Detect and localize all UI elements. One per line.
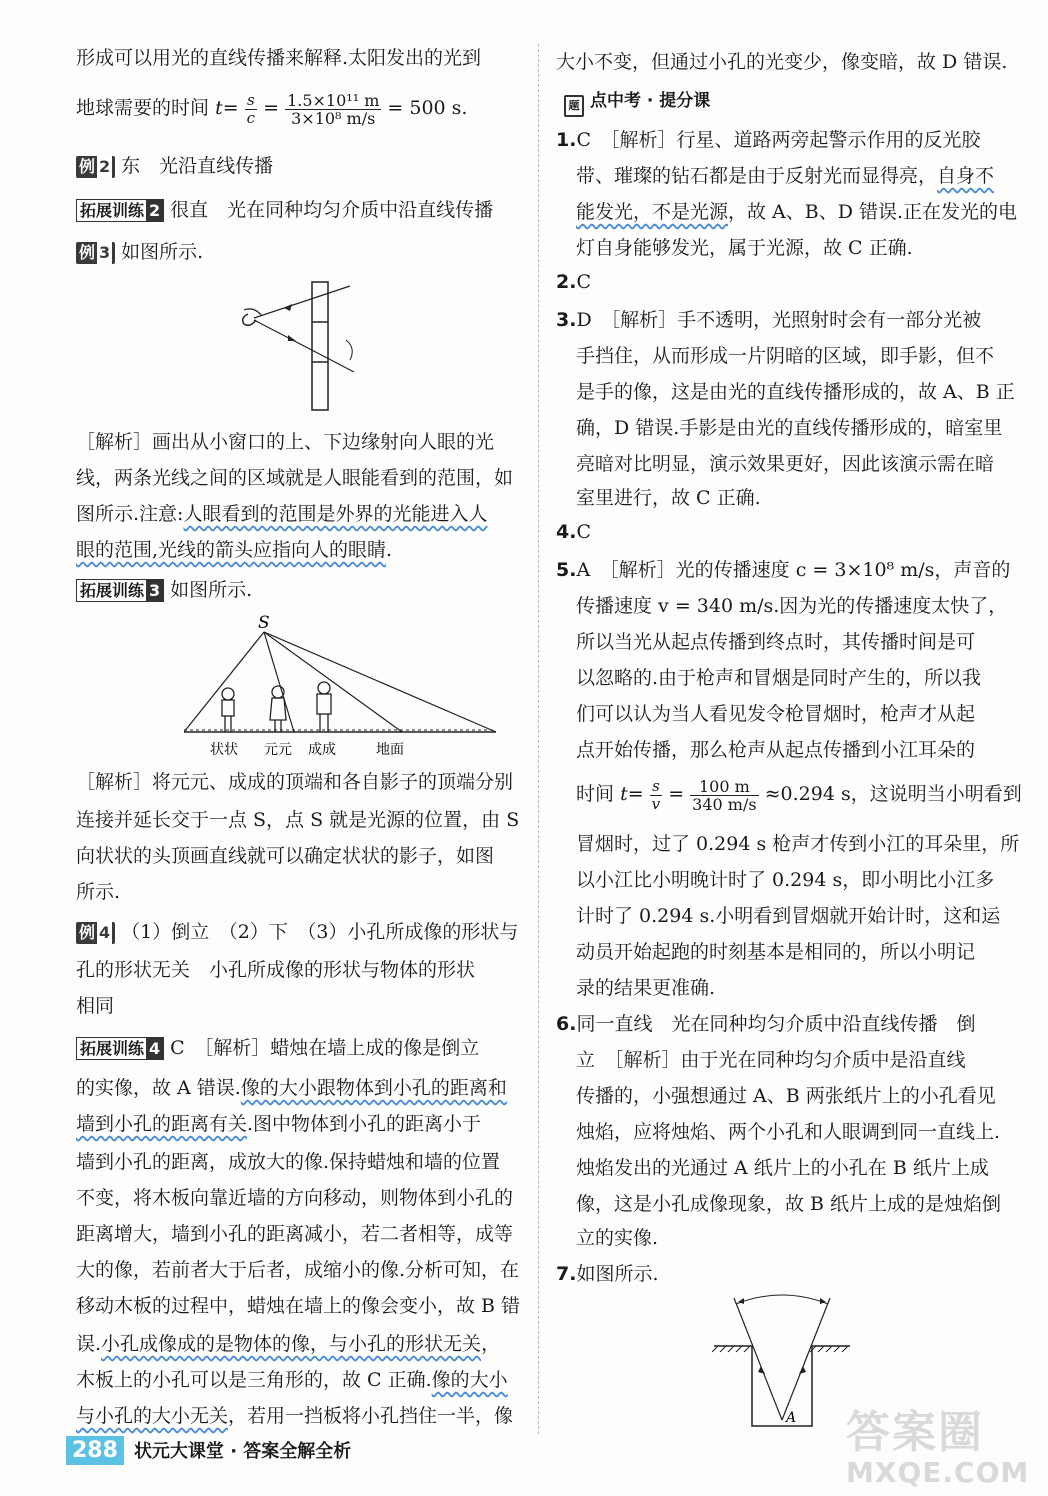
answer-3: 3.D ［解析］手不透明，光照射时会有一部分光被 xyxy=(556,309,982,331)
column-divider xyxy=(538,44,539,1434)
example-tag: 例 4 xyxy=(76,922,115,944)
text-line: 亮暗对比明显，演示效果更好，因此该演示需在暗 xyxy=(576,453,995,475)
analysis-text: 所示. xyxy=(76,881,121,903)
ray-1 xyxy=(184,632,264,732)
example-3-line: 例 3 如图所示. xyxy=(76,238,203,266)
text-line: 不变，将木板向靠近墙的方向移动，则物体到小孔的 xyxy=(76,1187,514,1209)
extension-2-line: 拓展训练 2 很直 光在同种均匀介质中沿直线传播 xyxy=(76,196,493,224)
extension-3-line: 拓展训练 3 如图所示. xyxy=(76,576,252,604)
answer-6: 6.同一直线 光在同种均匀介质中沿直线传播 倒 xyxy=(556,1013,976,1035)
text-line: 手挡住，从而形成一片阴暗的区域，即手影，但不 xyxy=(576,345,995,367)
fraction-s-over-c: $\frac{s}{c}$ xyxy=(246,90,256,127)
ray-lower xyxy=(254,320,354,372)
fraction-values: $\frac{\text{1.5×10¹¹ m}}{\text{3×10⁸ m/s}}$ xyxy=(287,90,380,128)
text-line: 们可以认为当人看见发令枪冒烟时，枪声才从起 xyxy=(576,703,976,725)
shadow-light-source-diagram xyxy=(184,612,514,762)
text-line: 能发光，不是光源，故 A、B、D 错误.正在发光的电 xyxy=(576,201,1018,223)
ray-left xyxy=(734,1298,782,1420)
text-line: 带、璀璨的钻石都是由于反射光而显得亮，自身不 xyxy=(576,165,995,187)
answer-1: 1.C ［解析］行星、道路两旁起警示作用的反光胶 xyxy=(556,129,981,151)
fraction-s-over-v: $\frac{s}{v}$ xyxy=(651,776,661,813)
label-ground: 地面 xyxy=(376,742,404,758)
text-line: 像，这是小孔成像现象，故 B 纸片上成的是烛焰倒 xyxy=(576,1193,1002,1215)
formula-line: 时间 t= $\frac{s}{v}$ = $\frac{100 m}{340 m/s}$ ≈0.294 s，这说明当小明看到 xyxy=(576,776,1022,814)
text-line: 的实像，故 A 错误.像的大小跟物体到小孔的距离和 xyxy=(76,1077,507,1099)
text-line: 与小孔的大小无关，若用一挡板将小孔挡住一半，像 xyxy=(76,1405,514,1427)
label-zhuangzhuang: 状状 xyxy=(210,742,238,758)
text-line: 灯自身能够发光，属于光源，故 C 正确. xyxy=(576,237,913,259)
answer-4: 4.C xyxy=(556,521,591,543)
section-heading: 题 点中考 · 提分课 xyxy=(564,86,710,117)
answer-7: 7.如图所示. xyxy=(556,1263,659,1285)
extension-tag: 拓展训练 4 xyxy=(76,1037,164,1060)
text-line: 以小江比小明晚计时了 0.294 s，即小明比小江多 xyxy=(576,869,995,891)
analysis-text: ［解析］画出从小窗口的上、下边缘射向人眼的光 xyxy=(76,431,495,453)
point-a-label: A xyxy=(786,1410,797,1426)
text-line: 烛焰，应将烛焰、两个小孔和人眼调到同一直线上. xyxy=(576,1121,1001,1143)
book-title: 状元大课堂 · 答案全解全析 xyxy=(133,1441,352,1462)
analysis-text: ［解析］将元元、成成的顶端和各自影子的顶端分别 xyxy=(76,771,514,793)
text-line: 动员开始起跑的时刻基本是相同的，所以小明记 xyxy=(576,941,976,963)
page-footer xyxy=(66,1436,351,1465)
watermark: 答案圈 MXQE.COM xyxy=(846,1407,1030,1489)
extension-tag: 拓展训练 2 xyxy=(76,199,164,222)
text-line: 录的结果更准确. xyxy=(576,977,716,999)
text-line: 大小不变，但通过小孔的光变少，像变暗，故 D 错误. xyxy=(556,51,1008,73)
text-line: 形成可以用光的直线传播来解释.太阳发出的光到 xyxy=(76,47,482,69)
text-line: 烛焰发出的光通过 A 纸片上的小孔在 B 纸片上成 xyxy=(576,1157,989,1179)
analysis-text: 线，两条光线之间的区域就是人眼能看到的范围，如 xyxy=(76,467,514,489)
answer-2: 2.C xyxy=(556,271,591,293)
person-yuanyuan xyxy=(270,686,286,732)
person-zhuangzhuang xyxy=(222,688,234,732)
example-tag: 例 3 xyxy=(76,242,115,264)
example-4-line: 例 4 （1）倒立 （2）下 （3）小孔所成像的形状与 xyxy=(76,918,518,946)
text-line: 误.小孔成像成的是物体的像，与小孔的形状无关， xyxy=(76,1333,501,1355)
text-line: 以忽略的.由于枪声和冒烟是同时产生的，所以我 xyxy=(576,667,982,689)
example-2-line: 例 2 东 光沿直线传播 xyxy=(76,152,273,180)
text-line: 立的实像. xyxy=(576,1227,659,1249)
page-number: 288 xyxy=(66,1436,124,1465)
text-line: 大的像，若前者大于后者，成缩小的像.分析可知，在 xyxy=(76,1259,520,1281)
text-line: 传播速度 v = 340 m/s.因为光的传播速度太快了， xyxy=(576,595,1008,617)
analysis-text: 图所示.注意:人眼看到的范围是外界的光能进入人 xyxy=(76,503,488,525)
exam-icon: 题 xyxy=(564,95,584,117)
analysis-text: 连接并延长交于一点 S，点 S 就是光源的位置，由 S xyxy=(76,809,520,831)
answer-5: 5.A ［解析］光的传播速度 c = 3×10⁸ m/s，声音的 xyxy=(556,559,1011,581)
text-line: 室里进行，故 C 正确. xyxy=(576,487,761,509)
well-outline xyxy=(714,1346,850,1426)
text-line: 冒烟时，过了 0.294 s 枪声才传到小江的耳朵里，所 xyxy=(576,833,1020,855)
ray-right xyxy=(782,1298,830,1420)
text-line: 传播的，小强想通过 A、B 两张纸片上的小孔看见 xyxy=(576,1085,996,1107)
analysis-text: 眼的范围,光线的箭头应指向人的眼睛. xyxy=(76,539,393,561)
text-line: 移动木板的过程中，蜡烛在墙上的像会变小，故 B 错 xyxy=(76,1295,521,1317)
text-line: 点开始传播，那么枪声从起点传播到小江耳朵的 xyxy=(576,739,976,761)
label-chengcheng: 成成 xyxy=(308,742,336,758)
well-vision-diagram xyxy=(712,1294,852,1430)
fraction-values: $\frac{100 m}{340 m/s}$ xyxy=(692,776,757,814)
extension-4-line: 拓展训练 4 C ［解析］蜡烛在墙上成的像是倒立 xyxy=(76,1034,479,1062)
text-line: 计时了 0.294 s.小明看到冒烟就开始计时，这和运 xyxy=(576,905,1001,927)
text-line: 墙到小孔的距离，成放大的像.保持蜡烛和墙的位置 xyxy=(76,1151,501,1173)
example-tag: 例 2 xyxy=(76,156,115,178)
text-line: 确，D 错误.手影是由光的直线传播形成的，暗室里 xyxy=(576,417,1003,439)
extension-tag: 拓展训练 3 xyxy=(76,579,164,602)
label-yuanyuan: 元元 xyxy=(264,742,292,758)
text-line: 相同 xyxy=(76,995,115,1017)
text-line: 是手的像，这是由光的直线传播形成的，故 A、B 正 xyxy=(576,381,1015,403)
window-eye-diagram xyxy=(232,280,372,420)
text-line: 墙到小孔的距离有关.图中物体到小孔的距离小于 xyxy=(76,1113,482,1135)
ray-upper xyxy=(254,286,350,318)
text-line: 所以当光从起点传播到终点时，其传播时间是可 xyxy=(576,631,976,653)
analysis-text: 向状状的头顶画直线就可以确定状状的影子，如图 xyxy=(76,845,495,867)
text-line: 立 ［解析］由于光在同种均匀介质中是沿直线 xyxy=(576,1049,966,1071)
text-line: 孔的形状无关 小孔所成像的形状与物体的形状 xyxy=(76,959,476,981)
ray-2 xyxy=(264,632,294,732)
text-line: 距离增大，墙到小孔的距离减小，若二者相等，成等 xyxy=(76,1223,514,1245)
window-opening xyxy=(313,322,327,362)
formula-line: 地球需要的时间 t= $\frac{s}{c}$ = $\frac{\text{1.5×10¹¹ m}}{\text{3×10⁸ m/s}}$ = 500 s. xyxy=(76,90,468,128)
source-label: S xyxy=(258,613,270,633)
person-chengcheng xyxy=(317,682,331,732)
ray-4 xyxy=(264,632,496,732)
eye-icon xyxy=(243,314,256,325)
text-line: 木板上的小孔可以是三角形的，故 C 正确.像的大小 xyxy=(76,1369,508,1391)
